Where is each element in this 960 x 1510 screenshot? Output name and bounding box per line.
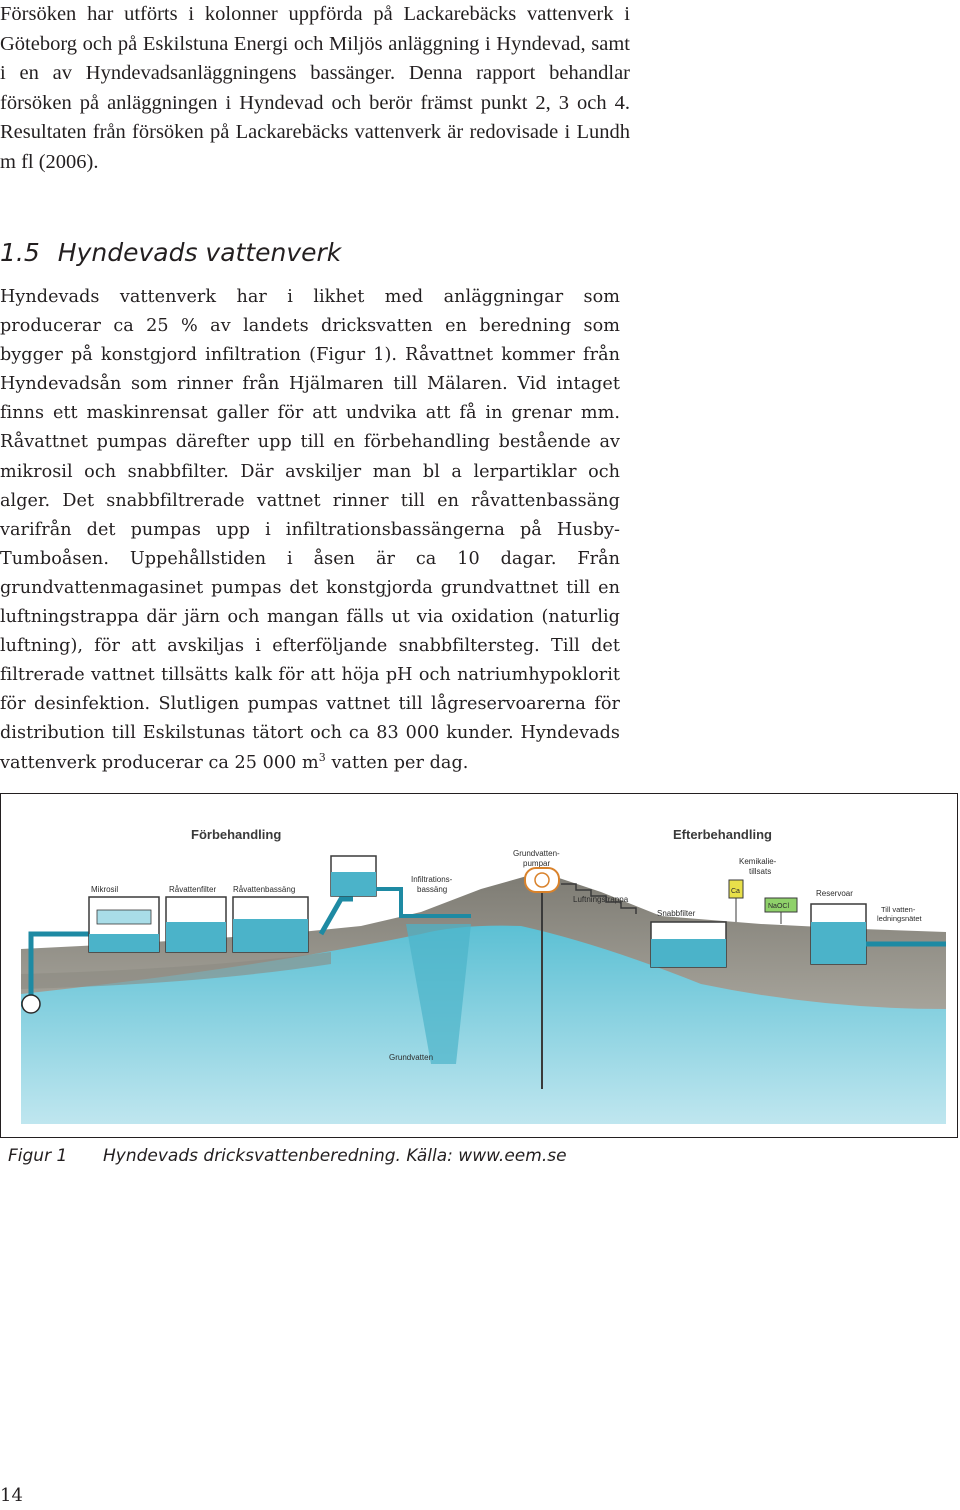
label-ravattenfilter: Råvattenfilter [169,885,217,894]
section-heading [0,236,341,270]
figure-caption [8,1143,567,1169]
label-ca: Ca [731,888,740,895]
label-naocl: NaOCl [768,903,790,910]
label-kemikalie-1: Kemikalie- [739,857,777,866]
superscript-three: 3 [318,750,326,764]
label-infiltrations-2: bassäng [417,885,448,894]
label-ledningsnat-1: Till vatten- [881,905,916,914]
section-title: Hyndevads vattenverk [57,238,342,267]
section-body-end: vatten per dag. [325,752,469,773]
label-luftningstrappa: Luftningstrappa [573,895,629,904]
label-grundvattenpumpar-1: Grundvatten- [513,849,560,858]
heading-forbehandling: Förbehandling [191,827,282,842]
label-kemikalie-2: tillsats [749,867,772,876]
label-infiltrations-1: Infiltrations- [411,875,453,884]
intake-pump [22,995,40,1013]
page-number: 14 [0,1485,23,1506]
label-grundvatten: Grundvatten [389,1053,434,1062]
intro-paragraph: Försöken har utförts i kolonner uppförda på Lackarebäcks vattenverk i Göteborg och på Eskilstuna Energi och Miljös anläggning i Hyndevad, samt i en av Hyndevadsanläggningens bassänger. Denna rapport behandlar försöken på anläggningen i Hyndevad och berör främst punkt 2, 3 och 4. Resultaten från försöken på Lackarebäcks vattenverk är redovisade i Lundh m fl (2006). [0,3,630,173]
label-ledningsnat-2: ledningsnätet [877,914,922,923]
figure-diagram [0,793,958,1138]
section-body-main: Hyndevads vattenverk har i likhet med anläggningar som producerar ca 25 % av landets dricksvatten en beredning som bygger på konstgjord infiltration (Figur 1). Råvattnet kommer från Hyndevadsån som rinner från Hjälmaren till Mälaren. Vid intaget finns ett maskinrensat galler för att undvika att få in grenar mm. Råvattnet pumpas därefter upp till en förbehandling bestående av mikrosil och snabbfilter. Där avskiljer man bl a lerpartiklar och alger. Det snabbfiltrerade vattnet rinner till en råvattenbassäng varifrån det pumpas upp i infiltrationsbassängerna på Husby-Tumboåsen. Uppehållstiden i åsen är ca 10 dagar. Från grundvattenmagasinet pumpas det konstgjorda grundvattnet till en luftningstrappa där järn och mangan fälls ut via oxidation (naturlig luftning), för att avskiljas i efterföljande snabbfiltersteg. Till det filtrerade vattnet tillsätts kalk för att höja pH och natriumhypoklorit för desinfektion. Slutligen pumpas vattnet till lågreservoarerna för distribution till Eskilstunas tätort och ca 83 000 kunder. Hyndevads vattenverk producerar ca 25 000 m [0,287,620,773]
section-number: 1.5 [0,238,40,267]
label-mikrosil: Mikrosil [91,885,119,894]
heading-efterbehandling: Efterbehandling [673,827,772,842]
section-body [0,283,620,778]
water-treatment-diagram [1,794,956,1136]
caption-text: Hyndevads dricksvattenberedning. Källa: www.eem.se [103,1146,567,1166]
label-grundvattenpumpar-2: pumpar [523,859,551,868]
label-reservoar: Reservoar [816,889,853,898]
label-ravattenbassang: Råvattenbassäng [233,885,296,894]
label-snabbfilter: Snabbfilter [657,909,696,918]
caption-label: Figur 1 [8,1146,68,1166]
